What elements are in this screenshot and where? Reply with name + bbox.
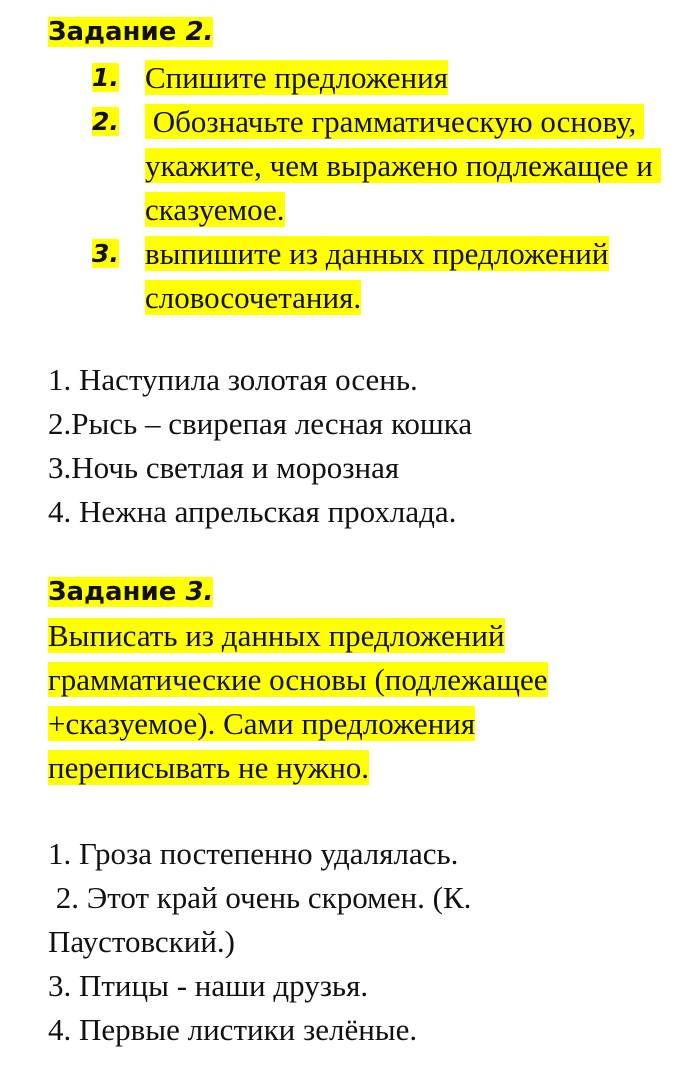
- task3-sentence: 4. Первые листики зелёные.: [48, 1012, 418, 1047]
- task2-instruction-text: Обозначьте грамматическую основу, укажите, чем выражено подлежащее и сказуемое.: [145, 104, 661, 227]
- task2-heading-number: 2.: [185, 17, 214, 47]
- task3-heading-word: Задание: [48, 577, 177, 607]
- task3-instruction-text: Выписать из данных предложений грамматические основы (подлежащее +сказуемое). Сами предложения переписывать не нужно.: [48, 618, 548, 785]
- task2-sentence-list: [48, 358, 648, 534]
- task3-sentence-list: [48, 832, 608, 1052]
- task2-instruction-marker: 1.: [92, 63, 119, 92]
- task2-sentence: 3.Ночь светлая и морозная: [48, 450, 400, 485]
- task2-instruction-marker: 2.: [92, 107, 119, 136]
- task2-instruction-item: [92, 232, 662, 320]
- task3-sentence: 3. Птицы - наши друзья.: [48, 968, 369, 1003]
- task3-instruction: [48, 614, 658, 790]
- task2-instruction-marker: 3.: [92, 239, 119, 268]
- task3-heading: [48, 574, 213, 610]
- task2-instruction-item: [92, 100, 662, 232]
- task2-sentence: 4. Нежна апрельская прохлада.: [48, 494, 457, 529]
- task2-instruction-text: Спишите предложения: [145, 60, 448, 95]
- task2-heading: [48, 14, 213, 50]
- task3-sentence: 2. Этот край очень скромен. (К. Паустовский.): [48, 880, 480, 959]
- task2-instruction-item: [92, 56, 662, 100]
- task3-heading-number: 3.: [185, 577, 214, 607]
- task2-sentence: 2.Рысь – свирепая лесная кошка: [48, 406, 473, 441]
- task2-sentence: 1. Наступила золотая осень.: [48, 362, 418, 397]
- task2-instruction-text: выпишите из данных предложений словосочетания.: [145, 236, 609, 315]
- task2-instructions-list: [92, 56, 662, 320]
- task3-sentence: 1. Гроза постепенно удалялась.: [48, 836, 459, 871]
- task2-heading-word: Задание: [48, 17, 177, 47]
